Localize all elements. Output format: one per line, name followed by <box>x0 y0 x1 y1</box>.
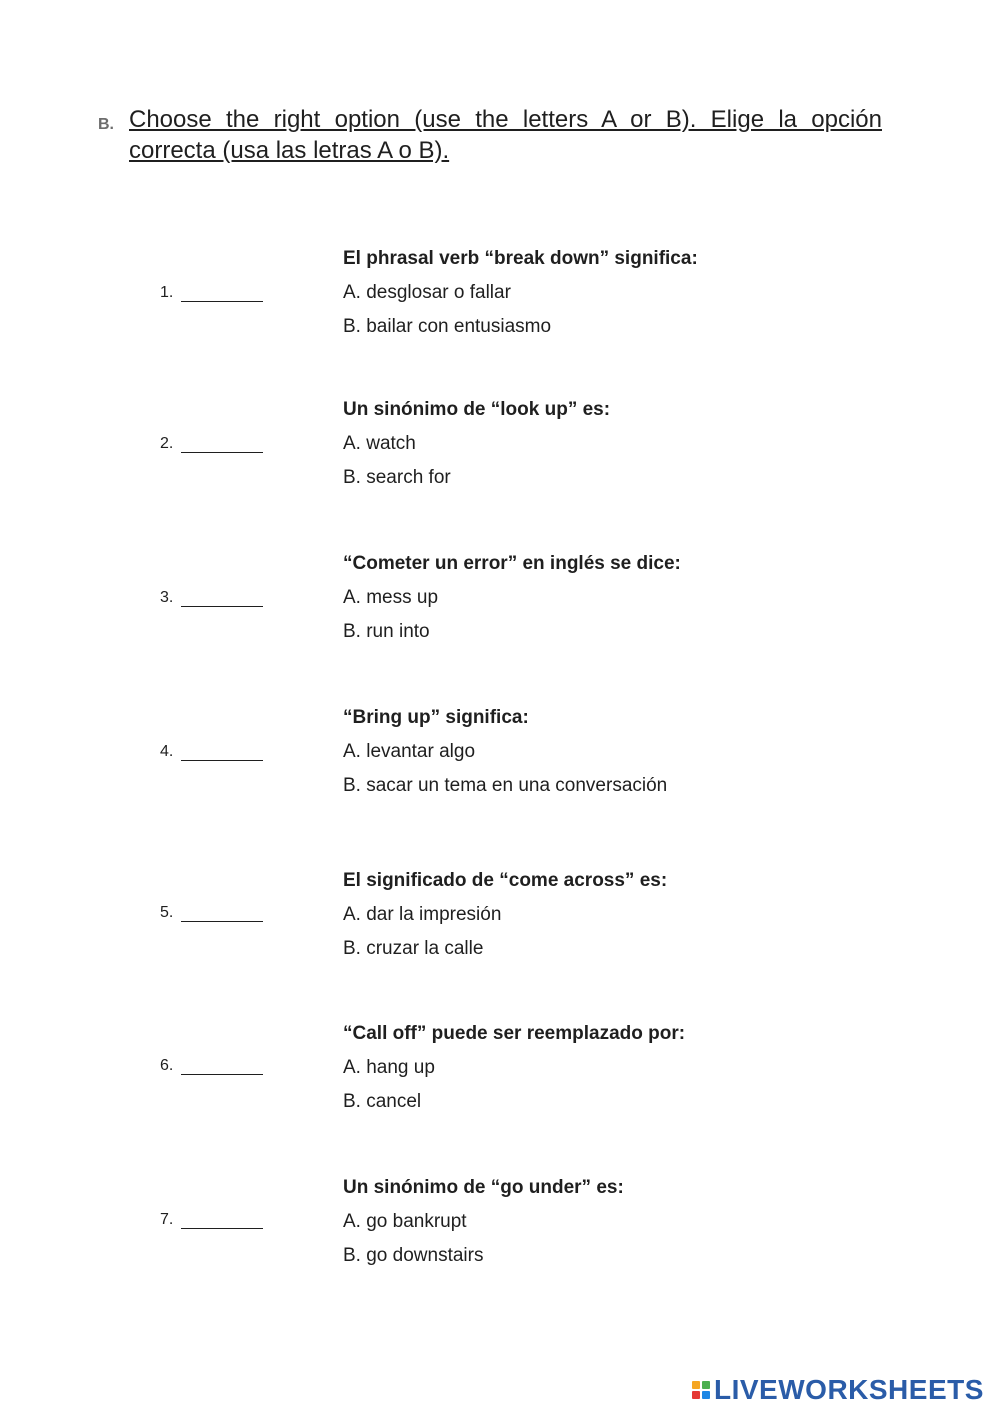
question-number: 5. <box>160 904 174 921</box>
option-a: A. hang up <box>343 1057 435 1078</box>
question-number: 2. <box>160 435 174 452</box>
option-b: B. run into <box>343 621 430 642</box>
option-a: A. mess up <box>343 587 439 608</box>
question-prompt: “Cometer un error” en inglés se dice: <box>343 553 681 574</box>
answer-blank-3[interactable] <box>181 591 263 607</box>
question-number: 6. <box>160 1057 174 1074</box>
option-b: B. go downstairs <box>343 1245 484 1266</box>
option-b: B. sacar un tema en una conversación <box>343 775 668 796</box>
answer-blank-2[interactable] <box>181 437 263 453</box>
option-b: B. cancel <box>343 1091 422 1112</box>
logo-mark-icon <box>692 1381 710 1399</box>
option-a: A. levantar algo <box>343 741 476 762</box>
logo-square-icon <box>692 1381 700 1389</box>
question-number: 7. <box>160 1211 174 1228</box>
question-number: 1. <box>160 284 174 301</box>
option-b: B. bailar con entusiasmo <box>343 316 552 337</box>
logo-square-icon <box>702 1381 710 1389</box>
answer-blank-7[interactable] <box>181 1213 263 1229</box>
instruction-text: Choose the right option (use the letters A or B). Elige la opción correcta (usa las letras A o B). <box>129 106 882 164</box>
answer-blank-5[interactable] <box>181 906 263 922</box>
logo-text: LIVEWORKSHEETS <box>714 1374 984 1405</box>
option-a: A. dar la impresión <box>343 904 502 925</box>
question-prompt: “Call off” puede ser reemplazado por: <box>343 1023 686 1044</box>
question-number: 3. <box>160 589 174 606</box>
liveworksheets-logo <box>692 1376 984 1404</box>
exercise-header <box>98 104 882 166</box>
logo-square-icon <box>702 1391 710 1399</box>
option-b: B. cruzar la calle <box>343 938 484 959</box>
option-a: A. desglosar o fallar <box>343 282 511 303</box>
question-prompt: Un sinónimo de “look up” es: <box>343 399 611 420</box>
question-prompt: El significado de “come across” es: <box>343 870 668 891</box>
question-prompt: El phrasal verb “break down” significa: <box>343 248 698 269</box>
option-a: A. watch <box>343 433 416 454</box>
question-prompt: “Bring up” significa: <box>343 707 529 728</box>
question-number: 4. <box>160 743 174 760</box>
logo-square-icon <box>692 1391 700 1399</box>
option-a: A. go bankrupt <box>343 1211 467 1232</box>
option-b: B. search for <box>343 467 451 488</box>
answer-blank-1[interactable] <box>181 286 263 302</box>
question-prompt: Un sinónimo de “go under” es: <box>343 1177 624 1198</box>
answer-blank-6[interactable] <box>181 1059 263 1075</box>
answer-blank-4[interactable] <box>181 745 263 761</box>
section-letter: B. <box>98 116 114 133</box>
